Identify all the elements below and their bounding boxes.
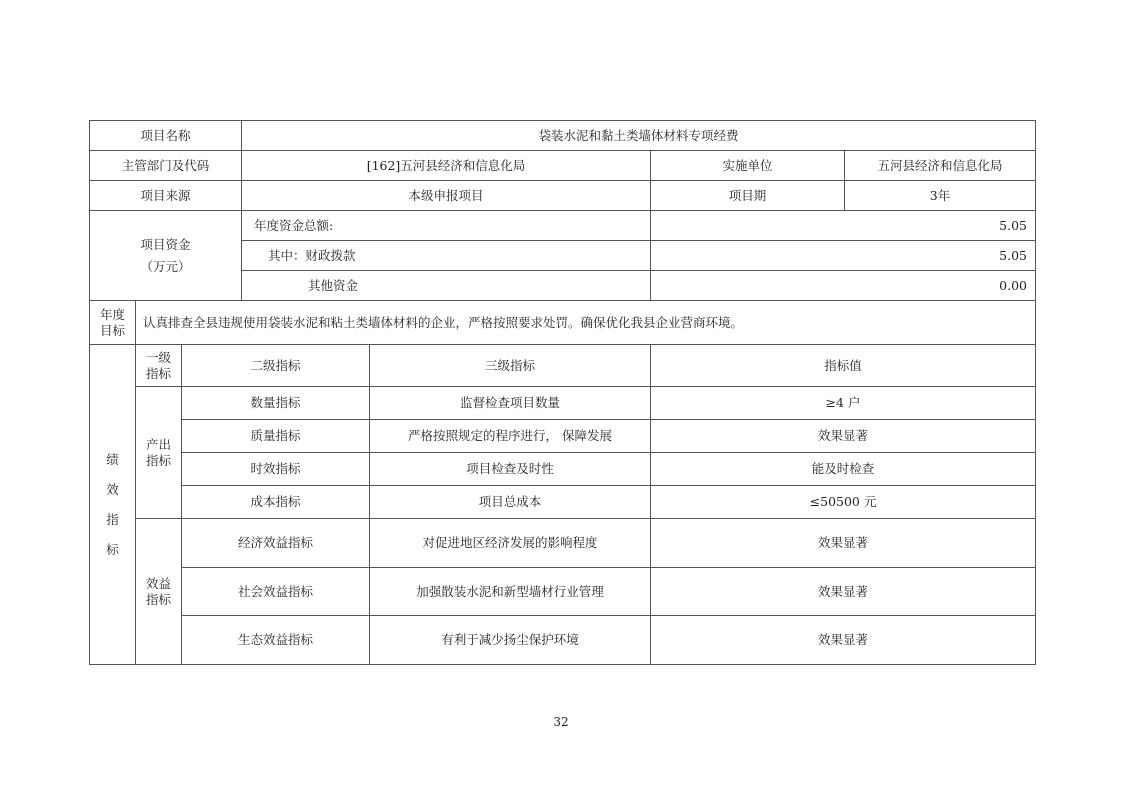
level2-cell: 社会效益指标 [182, 568, 370, 616]
funds-label: 项目资金 [140, 236, 191, 252]
value-cell: 能及时检查 [651, 453, 1036, 486]
funds-total-value: 5.05 [651, 211, 1036, 241]
funds-total-label: 年度资金总额: [242, 211, 651, 241]
value-header: 指标值 [651, 345, 1036, 387]
value-cell: 效果显著 [651, 568, 1036, 616]
funds-fiscal-value: 5.05 [651, 241, 1036, 271]
level2-cell: 成本指标 [182, 486, 370, 519]
level3-header: 三级指标 [370, 345, 651, 387]
table-row [90, 486, 1036, 519]
perf-label: 绩效指标 [106, 451, 119, 557]
level1-header: 一级指标 [136, 345, 182, 387]
project-name-value: 袋装水泥和黏土类墙体材料专项经费 [242, 121, 1036, 151]
level3-cell: 严格按照规定的程序进行， 保障发展 [370, 420, 651, 453]
impl-unit-value: 五河县经济和信息化局 [845, 151, 1036, 181]
source-value: 本级申报项目 [242, 181, 651, 211]
level2-cell: 质量指标 [182, 420, 370, 453]
level3-cell: 项目总成本 [370, 486, 651, 519]
table-row [90, 519, 1036, 568]
dept-value: [162]五河县经济和信息化局 [242, 151, 651, 181]
table-row [90, 420, 1036, 453]
level3-cell: 有利于减少扬尘保护环境 [370, 616, 651, 665]
value-cell: ≥4 户 [651, 387, 1036, 420]
value-cell: 效果显著 [651, 519, 1036, 568]
funds-label-cell [90, 211, 242, 301]
value-cell: 效果显著 [651, 616, 1036, 665]
period-label: 项目期 [651, 181, 845, 211]
funds-fiscal-label: 其中：财政拨款 [242, 241, 651, 271]
benefit-label: 效益指标 [136, 519, 182, 665]
project-name-label: 项目名称 [90, 121, 242, 151]
table-row [90, 568, 1036, 616]
goal-label: 年度目标 [90, 301, 136, 345]
dept-label: 主管部门及代码 [90, 151, 242, 181]
funds-other-value: 0.00 [651, 271, 1036, 301]
value-cell: 效果显著 [651, 420, 1036, 453]
page-number: 32 [553, 715, 569, 729]
table-row [90, 616, 1036, 665]
level3-cell: 项目检查及时性 [370, 453, 651, 486]
level2-cell: 经济效益指标 [182, 519, 370, 568]
level2-cell: 数量指标 [182, 387, 370, 420]
table-row [90, 387, 1036, 420]
period-value: 3年 [845, 181, 1036, 211]
source-label: 项目来源 [90, 181, 242, 211]
level3-cell: 监督检查项目数量 [370, 387, 651, 420]
funds-other-label: 其他资金 [242, 271, 651, 301]
level3-cell: 对促进地区经济发展的影响程度 [370, 519, 651, 568]
performance-target-table [89, 120, 1036, 665]
level2-cell: 生态效益指标 [182, 616, 370, 665]
output-label: 产出指标 [136, 387, 182, 519]
impl-unit-label: 实施单位 [651, 151, 845, 181]
level2-header: 二级指标 [182, 345, 370, 387]
perf-label-cell [90, 345, 136, 665]
goal-text: 认真排查全县违规使用袋装水泥和粘土类墙体材料的企业，严格按照要求处罚。确保优化我县企业营商环境。 [136, 301, 1036, 345]
level3-cell: 加强散装水泥和新型墙材行业管理 [370, 568, 651, 616]
funds-unit: （万元） [140, 258, 191, 274]
level2-cell: 时效指标 [182, 453, 370, 486]
value-cell: ≤50500 元 [651, 486, 1036, 519]
table-row [90, 453, 1036, 486]
